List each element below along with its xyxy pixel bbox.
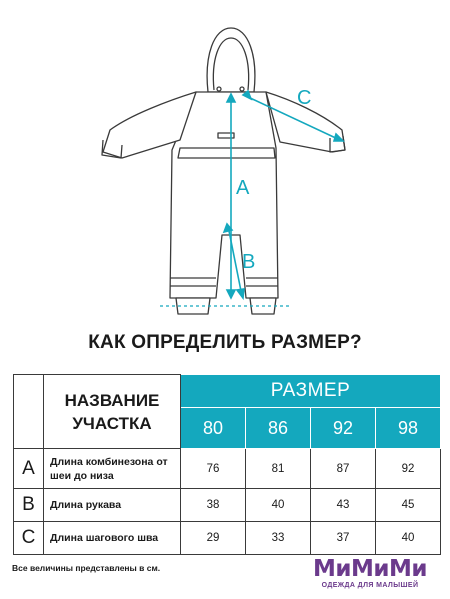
- size-col-header: 86: [246, 408, 311, 449]
- brand-logo: [300, 557, 440, 593]
- row-value: 40: [246, 489, 311, 522]
- size-col-header: 98: [376, 408, 441, 449]
- row-value: 38: [181, 489, 246, 522]
- size-header: РАЗМЕР: [181, 375, 441, 408]
- row-value: 33: [246, 522, 311, 555]
- row-letter: B: [14, 489, 44, 522]
- row-value: 45: [376, 489, 441, 522]
- label-c: C: [297, 87, 312, 109]
- size-col-header: 80: [181, 408, 246, 449]
- row-value: 40: [376, 522, 441, 555]
- row-value: 43: [311, 489, 376, 522]
- row-value: 81: [246, 449, 311, 489]
- label-b: B: [242, 251, 256, 273]
- logo-wordmark: МиМиМи: [312, 556, 427, 582]
- row-label: Длина рукава: [44, 489, 181, 522]
- table-row: [14, 522, 441, 555]
- row-value: 29: [181, 522, 246, 555]
- row-letter: C: [14, 522, 44, 555]
- logo-subtitle: ОДЕЖДА ДЛЯ МАЛЫШЕЙ: [321, 582, 419, 589]
- table-row: [14, 489, 441, 522]
- row-letter: A: [14, 449, 44, 489]
- row-value: 37: [311, 522, 376, 555]
- corner-cell: [14, 375, 44, 449]
- units-note: Все величины представлены в см.: [12, 563, 161, 573]
- row-value: 87: [311, 449, 376, 489]
- page-title: КАК ОПРЕДЕЛИТЬ РАЗМЕР?: [88, 332, 362, 353]
- row-label: Длина шагового шва: [44, 522, 181, 555]
- size-table: [13, 374, 441, 555]
- name-header: НАЗВАНИЕ УЧАСТКА: [44, 375, 181, 449]
- label-a: A: [236, 177, 250, 199]
- row-value: 92: [376, 449, 441, 489]
- row-label: Длина комбинезона от шеи до низа: [44, 449, 181, 489]
- size-col-header: 92: [311, 408, 376, 449]
- table-row: [14, 449, 441, 489]
- row-value: 76: [181, 449, 246, 489]
